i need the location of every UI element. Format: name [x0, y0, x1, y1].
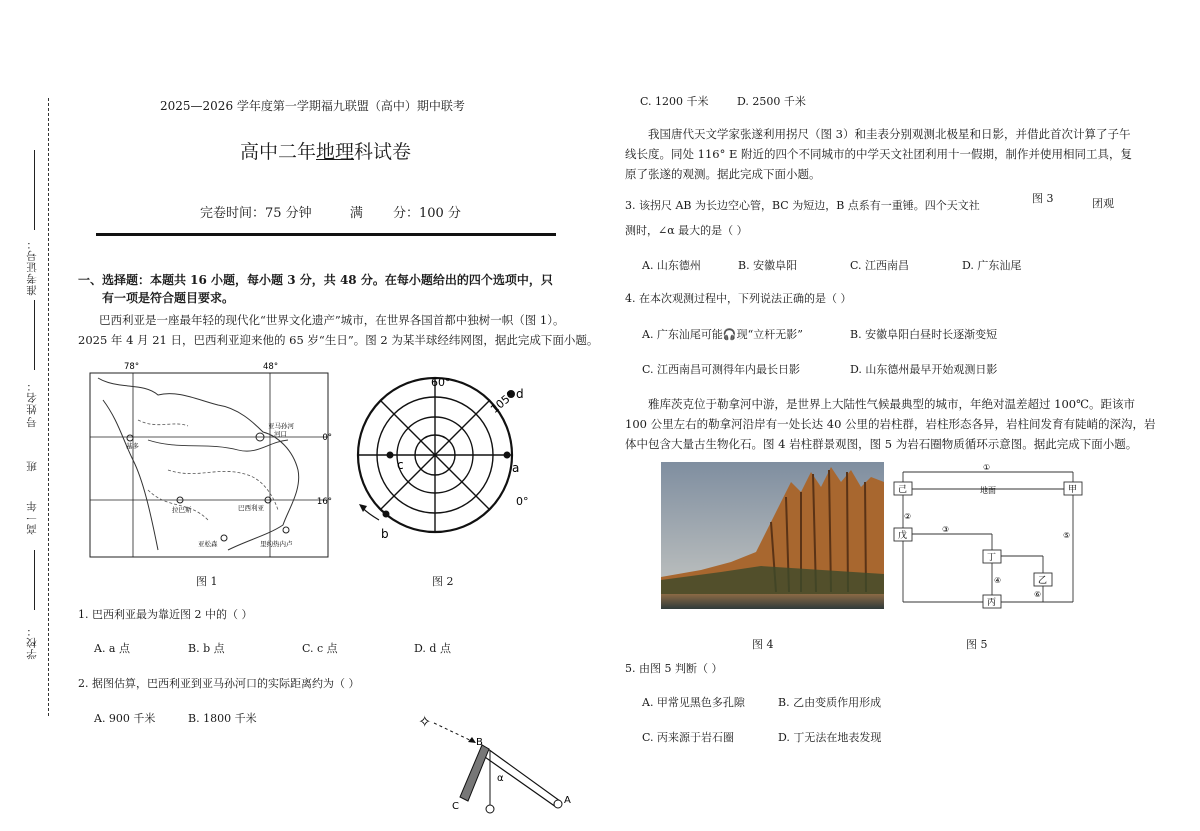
label-asuncion: 亚松森 [198, 540, 218, 548]
q3-stem-1: 3. 该拐尺 AB 为长边空心管，BC 为短边，B 点系有一重锤。四个天文社 [625, 199, 980, 212]
arrow-1: ① [983, 463, 991, 472]
q3-stem-2: 测时，∠α 最大的是（ ） [625, 224, 748, 237]
q2-option-b[interactable]: B. 1800 千米 [188, 712, 257, 725]
q4-option-d[interactable]: D. 山东德州最早开始观测日影 [850, 363, 998, 376]
q4-option-c[interactable]: C. 江西南昌可测得年内最长日影 [642, 363, 801, 376]
node-wu: 戊 [898, 531, 908, 541]
title-pre: 高中二年 [240, 141, 317, 163]
node-ding: 丁 [987, 553, 997, 563]
label-B: B [476, 737, 483, 748]
arrow-5: ⑤ [1063, 531, 1071, 540]
figure-5-caption: 图 5 [966, 638, 988, 651]
intro-line-1: 巴西利亚是一座最年轻的现代化“世界文化遗产”城市，在世界各国首都中独树一帜（图 1）。 [99, 313, 565, 327]
node-ji: 己 [898, 485, 908, 495]
q1-option-a[interactable]: A. a 点 [94, 642, 130, 655]
exam-title [240, 137, 411, 164]
q3-option-a[interactable]: A. 山东德州 [642, 259, 701, 272]
title-subject: 地理 [316, 141, 355, 163]
exam-no-label: 准考证号： [26, 238, 38, 296]
passage3-line-3: 体中包含大量古生物化石。图 4 岩柱群景观图，图 5 为岩石圈物质循环示意图。据此完成下面小题。 [625, 437, 1138, 451]
passage3-line-2: 100 公里左右的勒拿河沿岸有一处长达 40 公里的岩柱群，岩柱形态各异，岩柱间发育有陡峭的深沟，岩 [625, 417, 1156, 431]
figure-2-caption: 图 2 [432, 575, 454, 588]
q3-option-d[interactable]: D. 广东汕尾 [962, 259, 1022, 272]
school-label: 学校： [26, 625, 38, 660]
q3-option-b[interactable]: B. 安徽阜阳 [738, 259, 798, 272]
q3-stem-team: 团观 [1092, 197, 1114, 210]
exam-no-line [34, 150, 35, 230]
label-C: C [452, 801, 459, 812]
title-post: 科试卷 [354, 141, 412, 163]
figure-3-square [410, 705, 590, 825]
arrow-2: ② [904, 512, 912, 521]
label-105: 105° [488, 388, 517, 416]
q2-option-c[interactable]: C. 1200 千米 [640, 95, 709, 108]
arrow-4: ④ [994, 576, 1002, 585]
section-heading-2: 有一项是符合题目要求。 [102, 291, 235, 305]
arrow-3: ③ [942, 525, 950, 534]
passage2-line-1: 我国唐代天文学家张遂利用拐尺（图 3）和圭表分别观测北极星和日影，并借此首次计算了子午 [648, 127, 1131, 141]
lon-48: 48° [263, 362, 279, 372]
grade-label: 高一年 [26, 500, 38, 535]
label-ground: 地面 [980, 486, 996, 495]
passage2-line-2: 线长度。同处 116° E 附近的四个不同城市的中学天文社团利用十一假期，制作并使用相同工具，复 [625, 147, 1133, 161]
score-a: 满 [349, 206, 363, 221]
name-line [34, 300, 35, 370]
figure-1-map [88, 360, 333, 560]
q4-option-a[interactable]: A. 广东汕尾可能🎧现“立杆无影” [642, 328, 803, 341]
q5-option-c[interactable]: C. 丙来源于岩石圈 [642, 731, 735, 744]
q4-stem: 4. 在本次观测过程中，下列说法正确的是（ ） [625, 292, 852, 305]
q1-stem: 1. 巴西利亚最为靠近图 2 中的（ ） [78, 608, 253, 621]
figure-1-caption: 图 1 [196, 575, 218, 588]
figure-5-rock-cycle [890, 462, 1090, 612]
node-bing: 丙 [987, 598, 997, 608]
label-b: b [381, 527, 389, 541]
q1-option-d[interactable]: D. d 点 [414, 642, 451, 655]
label-alpha: α [497, 773, 504, 784]
number-label: 号 [26, 416, 38, 428]
figure-4-caption: 图 4 [752, 638, 774, 651]
lon-78: 78° [124, 362, 140, 372]
label-quito: 基多 [126, 442, 139, 450]
figure-4-photo [661, 462, 884, 609]
node-jia: 甲 [1068, 485, 1078, 495]
passage2-line-3: 原了张遂的观测。据此完成下面小题。 [625, 167, 821, 181]
intro-line-2: 2025 年 4 月 21 日，巴西利亚迎来他的 65 岁“生日”。图 2 为某半球经纬网图，据此完成下面小题。 [78, 333, 599, 347]
time-label: 完卷时间：75 分钟 [200, 206, 312, 221]
figure-2-graticule [355, 372, 540, 547]
class-label: 班 [26, 460, 38, 472]
lat-16: 16° [316, 497, 332, 507]
passage3-line-1: 雅库茨克位于勒拿河中游，是世界上大陆性气候最典型的城市，年绝对温差超过 100℃。距该市 [648, 397, 1135, 411]
q3-option-c[interactable]: C. 江西南昌 [850, 259, 910, 272]
star-icon: ✧ [418, 712, 432, 731]
label-amazon: 亚马孙河 [268, 422, 294, 430]
label-A: A [564, 795, 571, 806]
label-a: a [512, 461, 520, 475]
label-c: c [397, 458, 404, 472]
label-lapaz: 拉巴斯 [172, 506, 192, 514]
node-yi: 乙 [1038, 576, 1048, 586]
exam-subtitle: 2025—2026 学年度第一学期福九联盟（高中）期中联考 [160, 99, 465, 113]
q5-option-a[interactable]: A. 甲常见黑色多孔隙 [642, 696, 745, 709]
figure-3-caption: 图 3 [1032, 192, 1054, 205]
q4-option-b[interactable]: B. 安徽阜阳白昼时长逐渐变短 [850, 328, 998, 341]
q5-option-b[interactable]: B. 乙由变质作用形成 [778, 696, 882, 709]
q2-option-a[interactable]: A. 900 千米 [94, 712, 156, 725]
header-rule [96, 233, 556, 236]
q5-stem: 5. 由图 5 判断（ ） [625, 662, 723, 675]
label-60: 60° [431, 376, 451, 389]
label-rio: 里约热内卢 [260, 540, 293, 548]
binding-line [48, 98, 49, 716]
label-d: d [516, 387, 524, 401]
score-b: 分：100 分 [392, 206, 461, 221]
label-0: 0° [516, 495, 529, 508]
lat-0: 0° [322, 433, 332, 443]
label-estuary: 河口 [274, 430, 287, 438]
q1-option-b[interactable]: B. b 点 [188, 642, 225, 655]
q2-option-d[interactable]: D. 2500 千米 [737, 95, 806, 108]
q5-option-d[interactable]: D. 丁无法在地表发现 [778, 731, 882, 744]
name-label: 姓名： [26, 380, 38, 415]
section-heading-1: 一、选择题：本题共 16 小题，每小题 3 分，共 48 分。在每小题给出的四个选项中，只 [78, 273, 553, 287]
label-brasilia: 巴西利亚 [238, 504, 264, 512]
arrow-6: ⑥ [1034, 590, 1042, 599]
q2-stem: 2. 据图估算，巴西利亚到亚马孙河口的实际距离约为（ ） [78, 677, 360, 690]
q1-option-c[interactable]: C. c 点 [302, 642, 338, 655]
school-line [34, 550, 35, 610]
exam-info [200, 202, 461, 221]
